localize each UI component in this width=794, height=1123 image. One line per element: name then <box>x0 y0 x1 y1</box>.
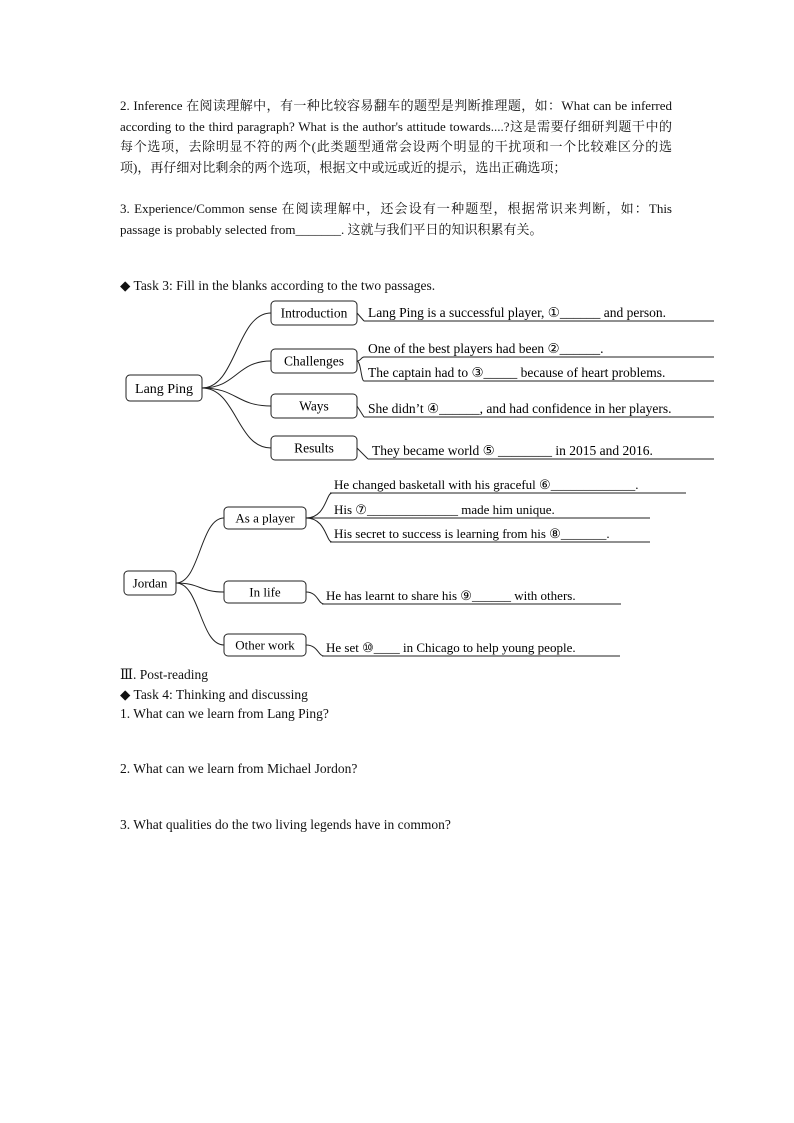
task3-title: ◆ Task 3: Fill in the blanks according to the two passages. <box>120 278 436 293</box>
branch-jordan-as-a-player: As a player <box>235 510 295 526</box>
connector-lang-1 <box>202 361 271 388</box>
link-jordan-0-0 <box>306 493 332 518</box>
sentence-jordan-1-0: He has learnt to share his ⑨______ with others. <box>326 588 576 603</box>
experience-paragraph: 3. Experience/Common sense 在阅读理解中，还会设有一种题型，根据常识来判断，如：This passage is probably selected from_______. 这就与我们平日的知识积累有关。 <box>120 201 672 237</box>
lang-ping-mind-map <box>126 301 714 460</box>
sentence-jordan-0-1: His ⑦______________ made him unique. <box>334 502 555 517</box>
inference-paragraph: 2. Inference 在阅读理解中，有一种比较容易翻车的题型是判断推理题，如：What can be inferred according to the third paragraph? What is the author's attitude towards....?这是需要仔细研判题干中的每个选项，去除明显不符的两个(此类题型通常会设两个明显的干扰项和一个比较难区分的选项)，再仔细对比剩余的两个选项，根据文中或远或近的提示，选出正确选项； <box>120 98 672 175</box>
sentence-lang-2-0: She didn’t ④______, and had confidence in her players. <box>368 401 672 416</box>
link-jordan-1-0 <box>306 592 324 604</box>
center-lang-ping: Lang Ping <box>135 381 193 397</box>
connector-lang-0 <box>202 313 271 388</box>
connector-jordan-1 <box>176 583 224 592</box>
link-lang-0 <box>357 313 364 321</box>
sentence-lang-1-1: The captain had to ③_____ because of heart problems. <box>368 365 666 380</box>
connector-jordan-2 <box>176 583 224 645</box>
sentence-lang-0-0: Lang Ping is a successful player, ①______ and person. <box>368 305 667 320</box>
branch-lang-ways: Ways <box>299 398 329 414</box>
sentence-jordan-0-2: His secret to success is learning from his ⑧_______. <box>334 526 610 541</box>
branch-lang-challenges: Challenges <box>284 353 344 369</box>
connector-lang-2 <box>202 388 271 406</box>
connector-jordan-0 <box>176 518 224 583</box>
question-1: 1. What can we learn from Lang Ping? <box>120 706 329 721</box>
question-3: 3. What qualities do the two living legends have in common? <box>120 817 451 832</box>
branch-jordan-in-life: In life <box>249 584 281 600</box>
sentence-jordan-2-0: He set ⑩____ in Chicago to help young people. <box>326 640 576 655</box>
branch-jordan-other-work: Other work <box>235 637 295 653</box>
sentence-lang-1-0: One of the best players had been ②______. <box>368 341 604 356</box>
link-lang-3 <box>357 448 368 459</box>
jordan-mind-map <box>124 477 686 656</box>
branch-lang-results: Results <box>294 440 334 456</box>
task4-title: ◆ Task 4: Thinking and discussing <box>120 687 308 702</box>
branch-lang-introduction: Introduction <box>280 305 348 321</box>
link-lang-2 <box>357 406 364 417</box>
bracket-lang-1-b <box>357 361 364 381</box>
link-jordan-0-2 <box>306 518 332 542</box>
link-jordan-2-0 <box>306 645 324 656</box>
post-reading-heading: Ⅲ. Post-reading <box>120 667 209 682</box>
sentence-lang-3-0: They became world ⑤ ________ in 2015 and 2016. <box>372 443 653 458</box>
sentence-jordan-0-0: He changed basketall with his graceful ⑥_____________. <box>334 477 639 492</box>
center-jordan: Jordan <box>132 575 168 591</box>
question-2: 2. What can we learn from Michael Jordon? <box>120 761 358 776</box>
bracket-lang-1-a <box>357 357 364 361</box>
